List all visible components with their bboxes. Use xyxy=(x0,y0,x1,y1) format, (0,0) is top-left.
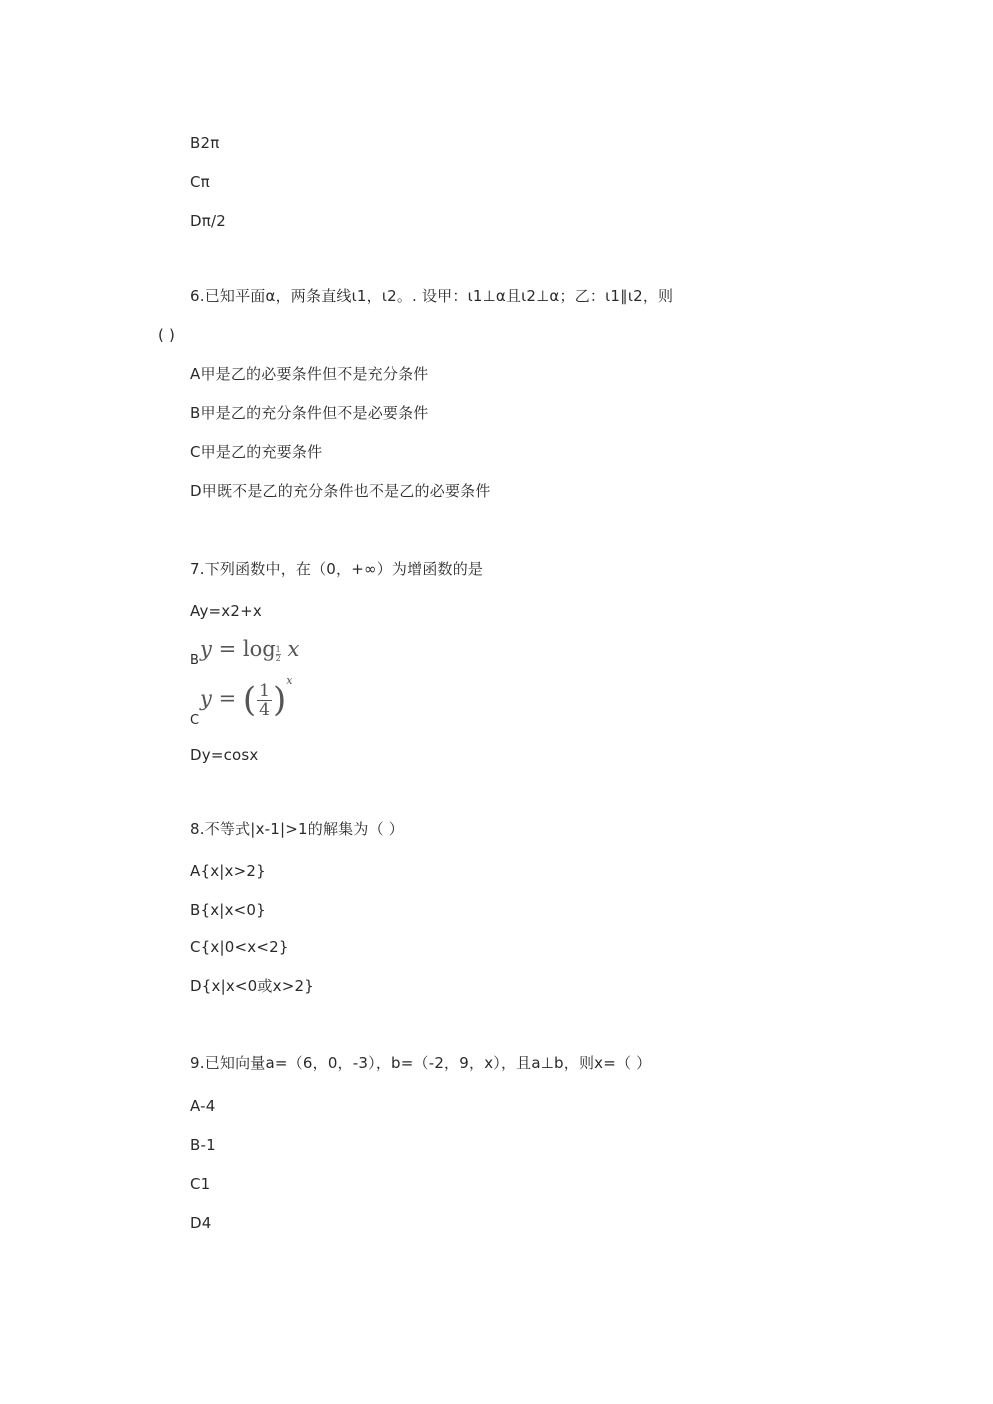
formula-fraction: $\frac{1}{4}$ xyxy=(259,680,270,720)
formula-right-paren: ) xyxy=(272,680,287,720)
q9-option-b: B-1 xyxy=(190,1136,216,1154)
formula-y: y xyxy=(200,637,212,661)
formula-log-base: $\frac{1}{2}$ xyxy=(275,645,281,663)
q8-option-b: B{x|x<0} xyxy=(190,901,266,919)
q6-option-d: D甲既不是乙的充分条件也不是乙的必要条件 xyxy=(190,482,491,500)
q7-option-c-letter: C xyxy=(190,713,200,728)
q8-option-a: A{x|x>2} xyxy=(190,862,266,880)
q8-option-d: D{x|x<0或x>2} xyxy=(190,977,314,995)
q7-option-b-formula xyxy=(200,637,299,663)
q6-stem: 6.已知平面α，两条直线ι1，ι2。. 设甲：ι1⊥α且ι2⊥α；乙：ι1∥ι2，则 xyxy=(190,287,674,305)
q7-option-b-letter: B xyxy=(190,653,200,668)
q9-option-a: A-4 xyxy=(190,1097,216,1115)
q9-option-c: C1 xyxy=(190,1175,211,1193)
formula-equals: = xyxy=(218,637,237,661)
q7-option-d: Dy=cosx xyxy=(190,746,259,764)
formula-equals: = xyxy=(218,686,237,711)
q5-option-c: Cπ xyxy=(190,173,210,191)
q7-stem: 7.下列函数中，在（0，+∞）为增函数的是 xyxy=(190,560,484,578)
q6-answer-paren: ( ) xyxy=(158,326,176,344)
formula-y: y xyxy=(200,686,212,711)
q6-option-a: A甲是乙的必要条件但不是充分条件 xyxy=(190,365,429,383)
formula-x: x xyxy=(287,637,300,661)
q5-option-b: B2π xyxy=(190,134,220,152)
q9-stem: 9.已知向量a=（6，0，-3），b=（-2，9，x），且a⊥b，则x=（ ） xyxy=(190,1054,652,1072)
q5-option-d: Dπ/2 xyxy=(190,212,226,230)
formula-log: log xyxy=(242,637,276,661)
q6-option-b: B甲是乙的充分条件但不是必要条件 xyxy=(190,404,429,422)
q8-option-c: C{x|0<x<2} xyxy=(190,938,289,956)
q7-option-c-formula xyxy=(200,674,293,720)
q7-option-a: Ay=x2+x xyxy=(190,602,262,620)
formula-exponent: x xyxy=(286,674,293,687)
q8-stem: 8.不等式|x-1|>1的解集为（ ） xyxy=(190,820,404,838)
formula-left-paren: ( xyxy=(242,680,257,720)
q9-option-d: D4 xyxy=(190,1214,212,1232)
q6-option-c: C甲是乙的充要条件 xyxy=(190,443,323,461)
